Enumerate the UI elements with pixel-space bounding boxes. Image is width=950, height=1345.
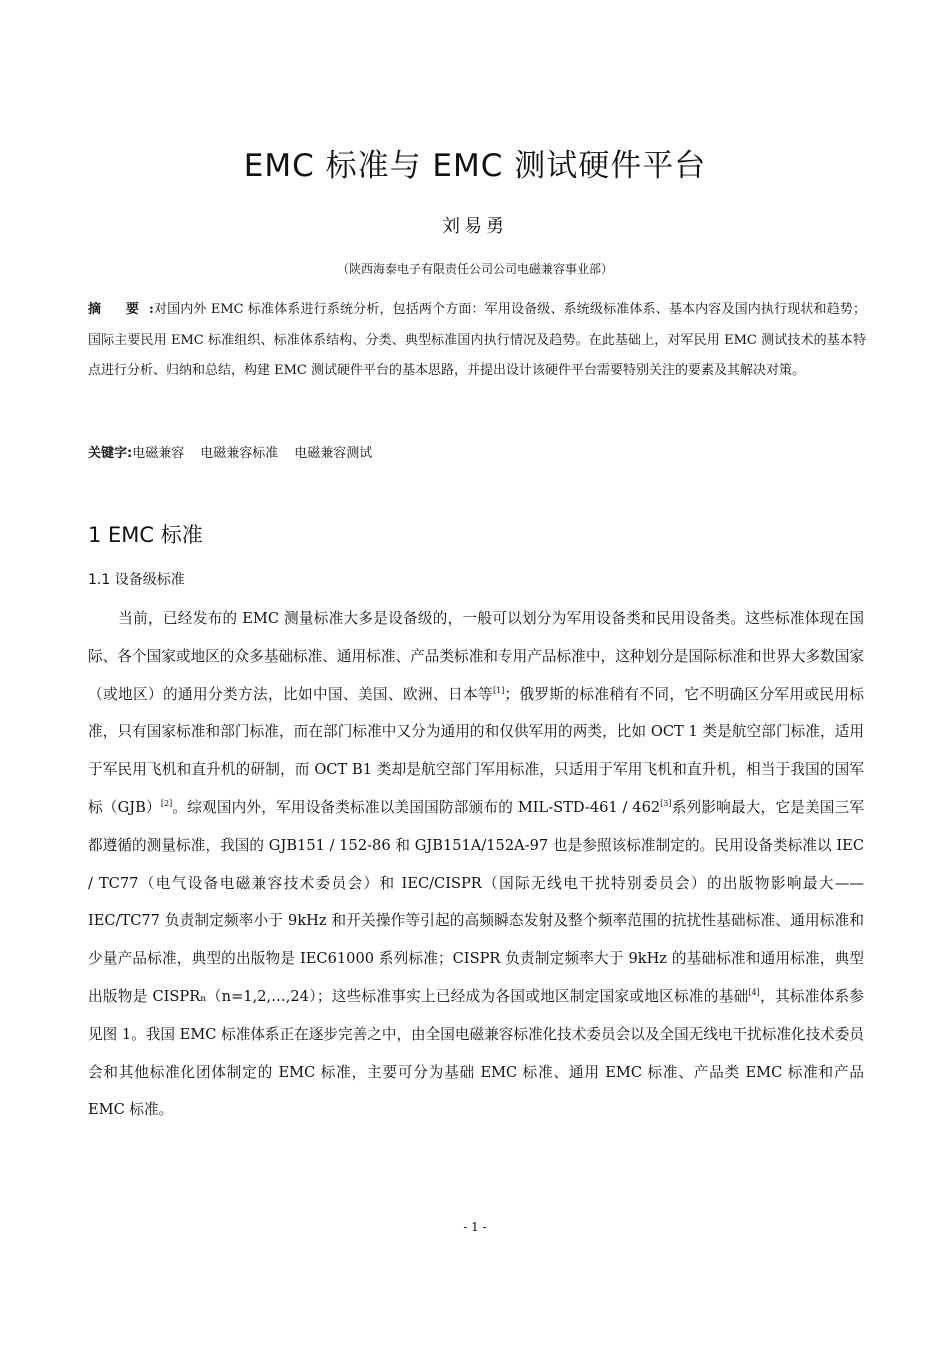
body-paragraph [88, 600, 864, 1129]
abstract-text: 对国内外 EMC 标准体系进行系统分析，包括两个方面：军用设备级、系统级标准体系、基本内容及国内执行现状和趋势；国际主要民用 EMC 标准组织、标准体系结构、分类、典型标准国内执行情况及趋势。在此基础上，对军民用 EMC 测试技术的基本特点进行分析、归纳和总结，构建 EMC 测试硬件平台的基本思路，并提出设计该硬件平台需要特别关注的要素及其解决对策。 [88, 302, 867, 378]
citation-ref: [4] [748, 987, 760, 997]
keyword-item: 电磁兼容标准 [200, 446, 279, 461]
keywords [88, 443, 866, 465]
paragraph-text-4: 系列影响最大，它是美国三军都遵循的测量标准，我国的 GJB151 / 152-86 和 GJB151A/152A-97 也是参照该标准制定的。民用设备类标准以 IEC / TC77（电气设备电磁兼容技术委员会）和 IEC/CISPR（国际无线电干扰特别委员会）的出版物影响最大——IEC/TC77 负责制定频率小于 9kHz 和开关操作等引起的高频瞬态发射及整个频率范围的抗扰性基础标准、通用标准和少量产品标准，典型的出版物是 IEC61000 系列标准；CISPR 负责制定频率大于 9kHz 的基础标准和通用标准，典型出版物是 CISPRₙ（n=1,2,…,24）；这些标准事实上已经成为各国或地区制定国家或地区标准的基础 [88, 798, 864, 1005]
citation-ref: [2] [160, 798, 173, 808]
keywords-label: 关键字: [88, 446, 133, 461]
paragraph-text-1: 当前，已经发布的 EMC 测量标准大多是设备级的，一般可以划分为军用设备类和民用设备类。这些标准体现在国际、各个国家或地区的众多基础标准、通用标准、产品类标准和专用产品标准中，这种划分是国际标准和世界大多数国家（或地区）的通用分类方法，比如中国、美国、欧洲、日本等 [88, 610, 864, 703]
author-affiliation: （陕西海泰电子有限责任公司公司电磁兼容事业部） [336, 262, 613, 276]
keyword-item: 电磁兼容 [132, 446, 185, 461]
paragraph-text-5: ，其标准体系参见图 1。我国 EMC 标准体系正在逐步完善之中，由全国电磁兼容标准化技术委员会以及全国无线电干扰标准化技术委员会和其他标准化团体制定的 EMC 标准，主要可分为基础 EMC 标准、通用 EMC 标准、产品类 EMC 标准和产品 EMC 标准。 [88, 987, 864, 1119]
paper-title: EMC 标准与 EMC 测试硬件平台 [243, 148, 707, 184]
page-number: - 1 - [463, 1220, 487, 1234]
abstract-colon: : [149, 302, 154, 317]
citation-ref: [3] [660, 798, 672, 808]
author-name: 刘易勇 [442, 216, 508, 237]
keyword-item: 电磁兼容测试 [294, 446, 373, 461]
abstract [88, 295, 866, 387]
citation-ref: [1] [493, 685, 505, 695]
subsection-heading: 1.1 设备级标准 [88, 572, 185, 588]
abstract-label: 摘 要 [88, 302, 149, 317]
paragraph-text-3: 。综观国内外，军用设备类标准以美国国防部颁布的 MIL-STD-461 / 462 [172, 798, 661, 816]
section-heading: 1 EMC 标准 [88, 523, 203, 547]
paragraph-text-2: ；俄罗斯的标准稍有不同，它不明确区分军用或民用标准，只有国家标准和部门标准，而在部门标准中又分为通用的和仅供军用的两类，比如 OCT 1 类是航空部门标准，适用于军民用飞机和直升机的研制，而 OCT B1 类却是航空部门军用标准，只适用于军用飞机和直升机，相当于我国的国军标（GJB） [88, 685, 864, 816]
